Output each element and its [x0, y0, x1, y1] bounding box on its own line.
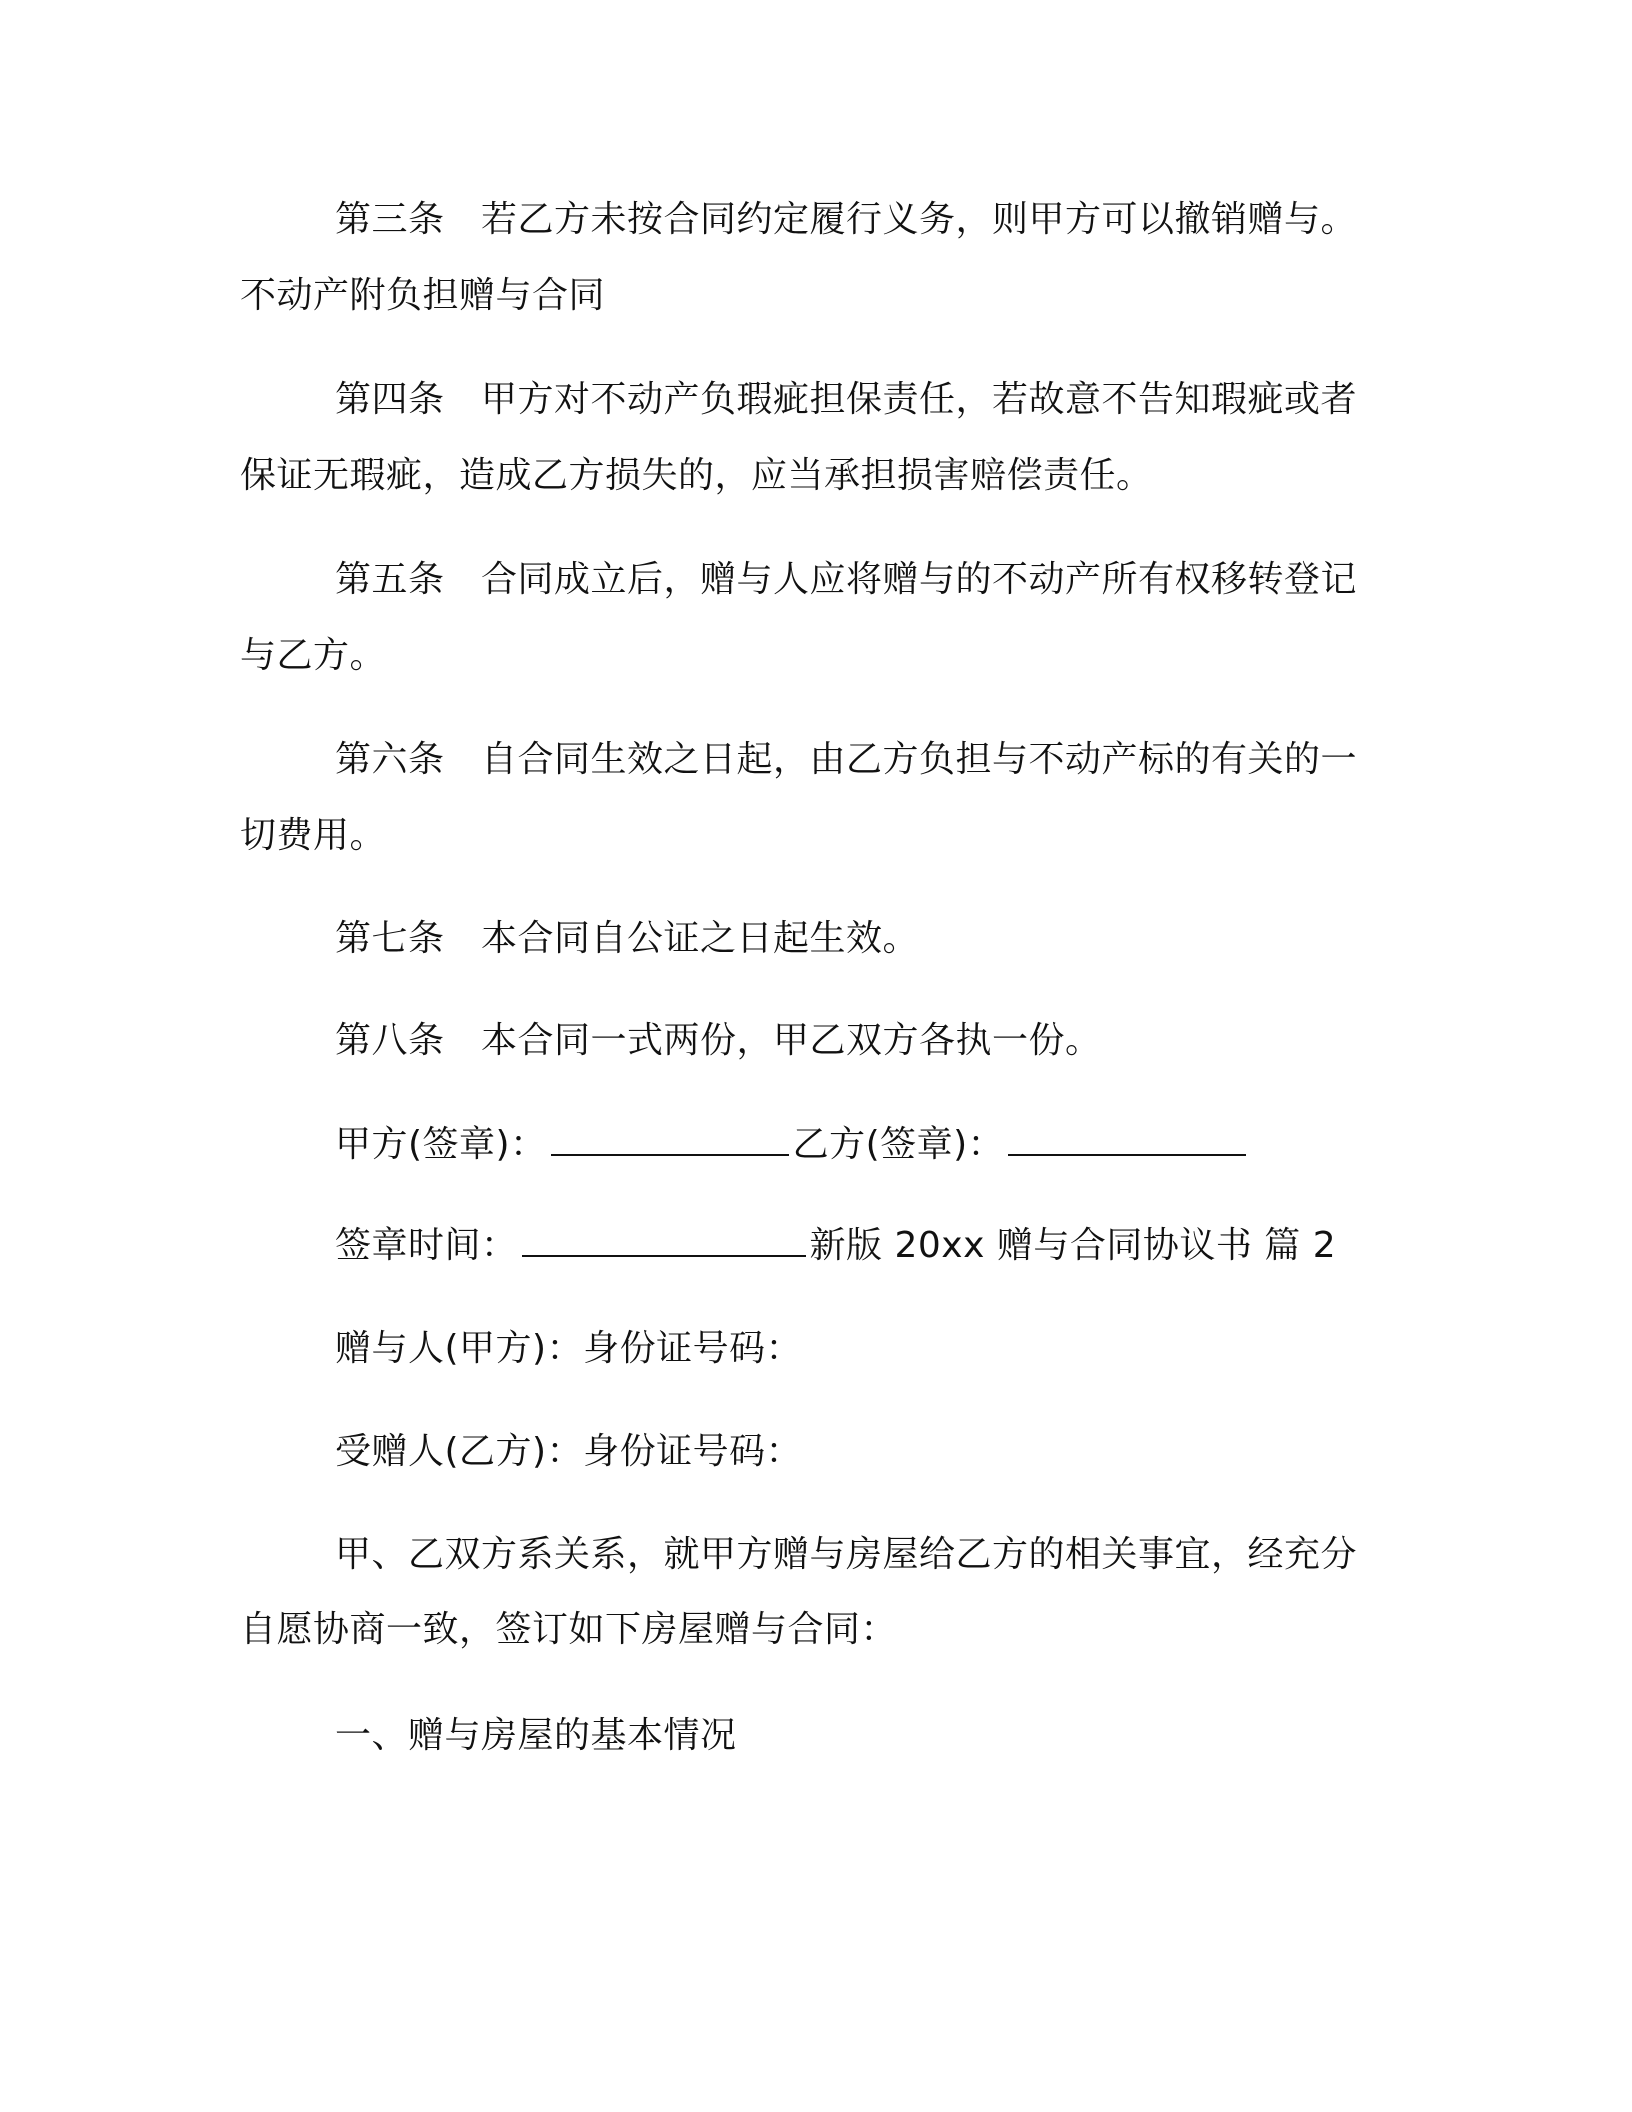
donor-id-line: 赠与人(甲方)：身份证号码： — [335, 1328, 803, 1369]
signature-line — [335, 1121, 1485, 1169]
signature-time-blank — [522, 1225, 806, 1257]
party-a-signature-blank — [551, 1124, 789, 1156]
intro-line-2: 自愿协商一致，签订如下房屋赠与合同： — [240, 1609, 898, 1650]
signature-time-line — [335, 1222, 1485, 1270]
next-contract-title: 新版 20xx 赠与合同协议书 篇 2 — [809, 1225, 1337, 1266]
signature-time-label: 签章时间： — [335, 1225, 518, 1266]
intro-line-1: 甲、乙双方系关系，就甲方赠与房屋给乙方的相关事宜，经充分 — [335, 1534, 1358, 1575]
article-4-line-2: 保证无瑕疵，造成乙方损失的，应当承担损害赔偿责任。 — [240, 455, 1153, 496]
article-4-line-1: 第四条 甲方对不动产负瑕疵担保责任，若故意不告知瑕疵或者 — [335, 379, 1358, 420]
party-b-signature-label: 乙方(签章)： — [792, 1124, 1005, 1165]
article-3-line: 第三条 若乙方未按合同约定履行义务，则甲方可以撤销赠与。 — [335, 199, 1358, 240]
article-5-line-1: 第五条 合同成立后，赠与人应将赠与的不动产所有权移转登记 — [335, 559, 1358, 600]
article-8-line: 第八条 本合同一式两份，甲乙双方各执一份。 — [335, 1020, 1102, 1061]
article-7-line: 第七条 本合同自公证之日起生效。 — [335, 918, 920, 959]
article-6-line-2: 切费用。 — [240, 815, 387, 856]
section-title-line: 不动产附负担赠与合同 — [240, 275, 606, 316]
donee-id-line: 受赠人(乙方)：身份证号码： — [335, 1431, 803, 1472]
party-a-signature-label: 甲方(签章)： — [335, 1124, 547, 1165]
article-6-line-1: 第六条 自合同生效之日起，由乙方负担与不动产标的有关的一 — [335, 739, 1358, 780]
party-b-signature-blank — [1008, 1124, 1246, 1156]
section-heading: 一、赠与房屋的基本情况 — [335, 1715, 737, 1756]
article-5-line-2: 与乙方。 — [240, 635, 387, 676]
